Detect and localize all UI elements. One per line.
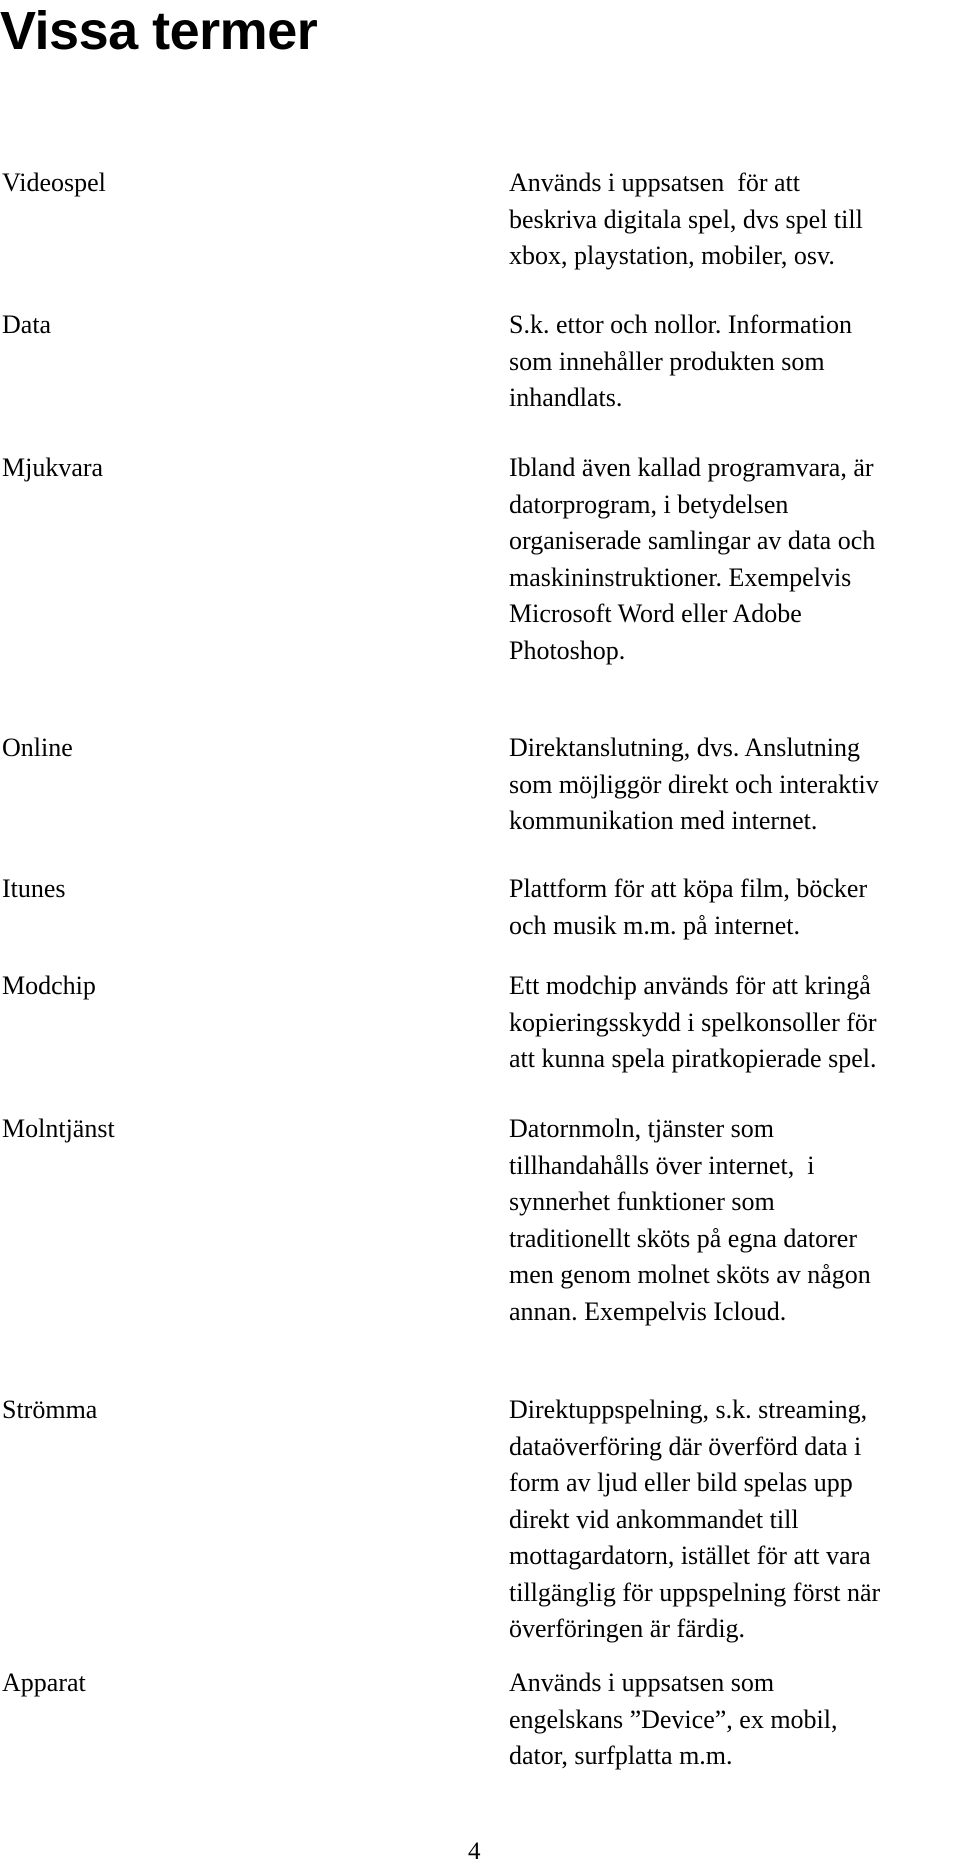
definition-line: Plattform för att köpa film, böcker [509, 874, 868, 903]
term-label: Modchip [2, 971, 96, 1000]
definition-line: Photoshop. [509, 635, 626, 665]
definition-line: och musik m.m. på internet. [509, 910, 801, 940]
term-label: Strömma [2, 1395, 98, 1424]
term-label: Data [2, 310, 52, 339]
definition-line: beskriva digitala spel, dvs spel till [509, 204, 863, 234]
term-label: Molntjänst [2, 1114, 115, 1143]
definition-line: kopieringsskydd i spelkonsoller för [509, 1007, 877, 1037]
definition-line: Ett modchip används för att kringå [509, 971, 871, 1000]
definition-line: form av ljud eller bild spelas upp [509, 1468, 853, 1497]
term-definition [509, 1111, 955, 1330]
term-definition [509, 730, 955, 840]
term-definition [509, 871, 955, 944]
term-label: Mjukvara [2, 453, 104, 482]
term-label: Videospel [2, 168, 106, 197]
term-definition [509, 307, 955, 417]
definition-line: Datornmoln, tjänster som [509, 1114, 775, 1143]
definition-line: som möjliggör direkt och interaktiv [509, 769, 879, 799]
definition-line: organiserade samlingar av data och [509, 526, 876, 555]
term-definition [509, 165, 955, 275]
term-label: Itunes [2, 874, 66, 903]
definition-line: tillhandahålls över internet, i [509, 1150, 815, 1180]
definition-line: mottagardatorn, istället för att vara [509, 1541, 871, 1570]
definition-line: överföringen är färdig. [509, 1614, 746, 1643]
definition-line: Används i uppsatsen som [509, 1668, 775, 1697]
term-definition [509, 968, 955, 1078]
page-title: Vissa termer [0, 1, 318, 61]
definition-line: maskininstruktioner. Exempelvis [509, 562, 852, 592]
definition-line: men genom molnet sköts av någon [509, 1260, 871, 1289]
definition-line: xbox, playstation, mobiler, osv. [509, 241, 835, 270]
definition-line: Direktuppspelning, s.k. streaming, [509, 1395, 868, 1424]
definition-line: Microsoft Word eller Adobe [509, 599, 802, 628]
term-label: Online [2, 733, 73, 762]
definition-line: Används i uppsatsen för att [509, 168, 801, 197]
definition-line: inhandlats. [509, 383, 623, 412]
definition-line: som innehåller produkten som [509, 346, 825, 376]
term-label: Apparat [2, 1668, 86, 1697]
term-definition [509, 450, 955, 669]
definition-line: direkt vid ankommandet till [509, 1504, 799, 1534]
term-definition [509, 1392, 955, 1648]
definition-line: dataöverföring där överförd data i [509, 1431, 862, 1461]
definition-line: traditionellt sköts på egna datorer [509, 1223, 858, 1253]
definition-line: datorprogram, i betydelsen [509, 489, 789, 519]
definition-line: S.k. ettor och nollor. Information [509, 310, 853, 339]
definition-line: att kunna spela piratkopierade spel. [509, 1044, 877, 1073]
term-definition [509, 1665, 955, 1775]
page-number: 4 [468, 1838, 481, 1865]
definition-line: engelskans ”Device”, ex mobil, [509, 1704, 838, 1734]
definition-line: kommunikation med internet. [509, 806, 818, 835]
definition-line: dator, surfplatta m.m. [509, 1741, 733, 1770]
definition-line: Direktanslutning, dvs. Anslutning [509, 733, 860, 762]
definition-line: tillgänglig för uppspelning först när [509, 1577, 881, 1607]
definition-line: annan. Exempelvis Icloud. [509, 1296, 787, 1326]
definition-line: synnerhet funktioner som [509, 1187, 775, 1216]
definition-line: Ibland även kallad programvara, är [509, 453, 874, 482]
